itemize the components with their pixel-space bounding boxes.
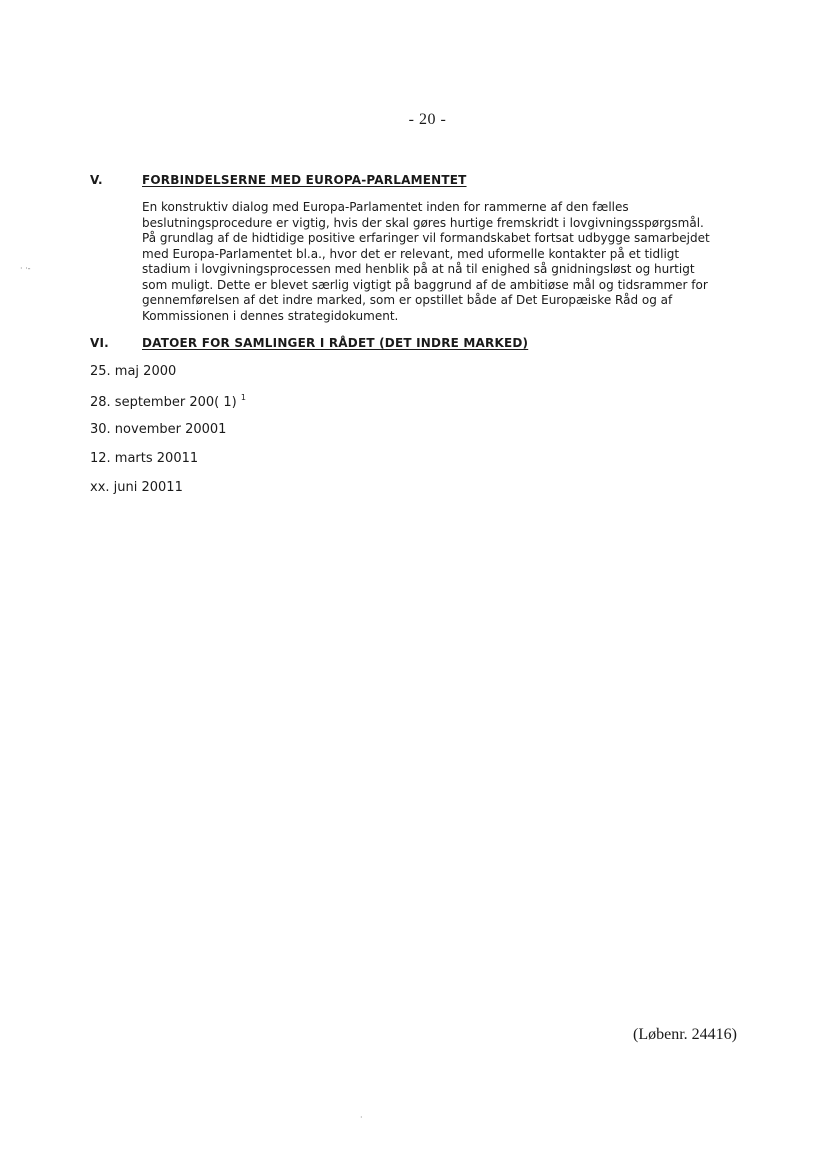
section-v-title: FORBINDELSERNE MED EUROPA-PARLAMENTET — [142, 173, 467, 187]
date-text: 25. maj 2000 — [90, 364, 177, 379]
footer-reference: (Løbenr. 24416) — [633, 1026, 737, 1043]
section-vi-number: VI. — [90, 336, 109, 350]
section-v-number: V. — [90, 173, 103, 187]
date-item — [90, 480, 183, 495]
paragraph-line: beslutningsprocedure er vigtig, hvis der skal gøres hurtige fremskridt i lovgivningsspørgsmål. — [142, 215, 704, 230]
date-text: 30. november 20001 — [90, 422, 227, 437]
paragraph-line: som muligt. Dette er blevet særlig vigtigt på baggrund af de ambitiøse mål og tidsrammer for — [142, 277, 708, 292]
section-v-paragraph — [142, 200, 747, 324]
scan-speck: · — [360, 1113, 363, 1122]
date-item — [90, 422, 226, 437]
date-text: 28. september 200( 1) — [90, 395, 237, 410]
paragraph-line: gennemførelsen af det indre marked, som er opstillet både af Det Europæiske Råd og af — [142, 293, 673, 307]
scan-speck: · ·- — [20, 264, 31, 273]
footnote-marker: 1 — [240, 393, 246, 402]
section-vi-title: DATOER FOR SAMLINGER I RÅDET (DET INDRE MARKED) — [142, 336, 529, 350]
paragraph-line: Kommissionen i dennes strategidokument. — [142, 308, 399, 323]
date-text: 12. marts 20011 — [90, 451, 199, 466]
date-item — [90, 393, 246, 410]
date-text: xx. juni 20011 — [90, 480, 183, 495]
date-item — [90, 451, 198, 466]
page-number: - 20 - — [408, 111, 447, 128]
paragraph-line: stadium i lovgivningsprocessen med henblik på at nå til enighed så gnidningsløst og hurtigt — [142, 262, 695, 276]
date-item — [90, 364, 176, 379]
paragraph-line: En konstruktiv dialog med Europa-Parlamentet inden for rammerne af den fælles — [142, 200, 629, 214]
paragraph-line: På grundlag af de hidtidige positive erfaringer vil formandskabet fortsat udbygge samarbejdet — [142, 231, 710, 245]
paragraph-line: med Europa-Parlamentet bl.a., hvor det er relevant, med uformelle kontakter på et tidligt — [142, 246, 680, 261]
